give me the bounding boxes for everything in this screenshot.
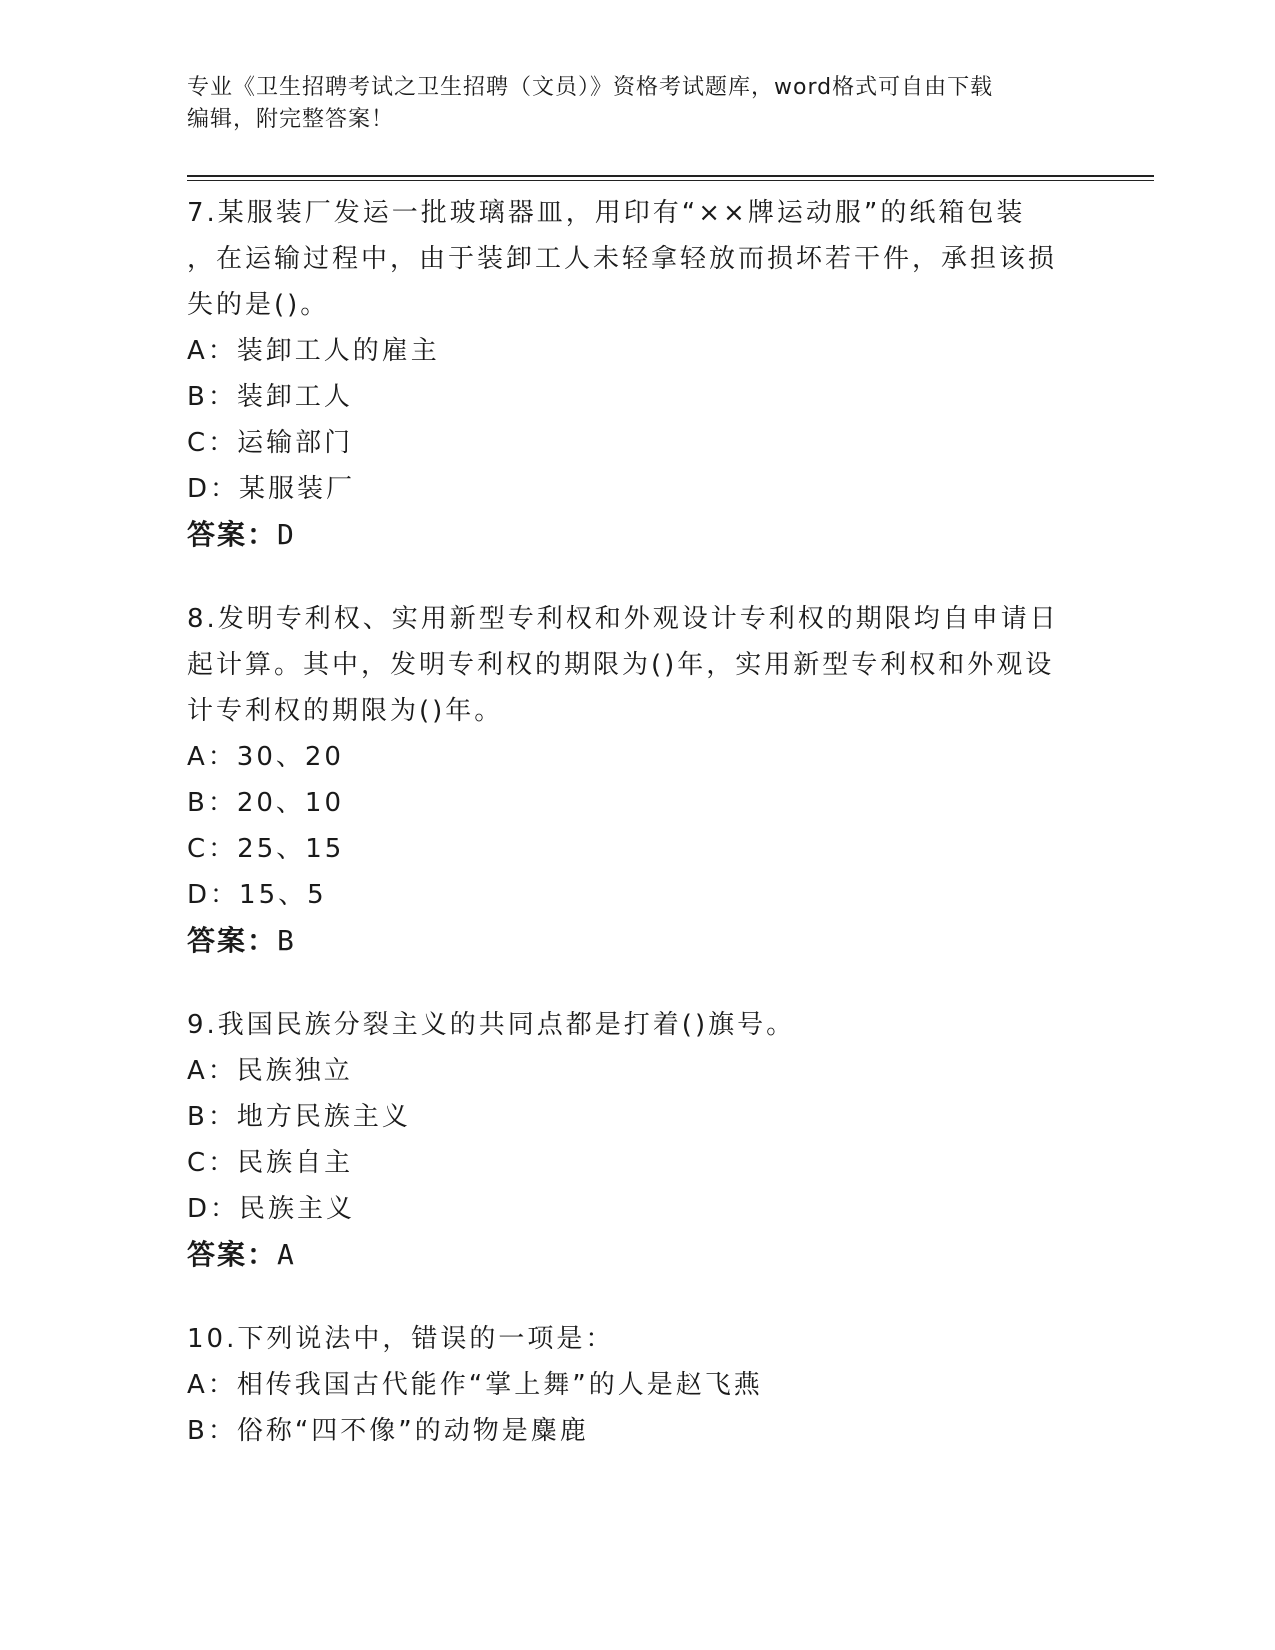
question-stem-line: ，在运输过程中，由于装卸工人未轻拿轻放而损坏若干件，承担该损 [187,244,1058,274]
option-a: A：装卸工人的雇主 [187,336,440,366]
option-d: D：某服装厂 [187,474,356,504]
option-b: B：20、10 [187,788,345,818]
question-stem-line: 7.某服装厂发运一批玻璃器皿，用印有“××牌运动服”的纸箱包装 [187,198,1026,228]
answer-label: 答案： [187,518,278,551]
question-stem-line: 9.我国民族分裂主义的共同点都是打着()旗号。 [187,1010,796,1040]
option-c: C：运输部门 [187,428,354,458]
answer-value: D [277,518,296,551]
question-stem-line: 计专利权的期限为()年。 [187,696,504,726]
option-a: A：民族独立 [187,1056,353,1086]
question-stem-line: 起计算。其中，发明专利权的期限为()年，实用新型专利权和外观设 [187,650,1055,680]
document-header [187,72,1087,136]
answer-label: 答案： [187,924,278,957]
option-b: B：地方民族主义 [187,1102,411,1132]
question-list [187,190,1087,1492]
header-line-1: 专业《卫生招聘考试之卫生招聘（文员）》资格考试题库，word格式可自由下载 [187,75,994,100]
question-stem-line: 10.下列说法中，错误的一项是： [187,1324,615,1354]
question-10 [187,1316,1087,1454]
header-divider-thick [187,175,1154,177]
question-9 [187,1002,1087,1278]
answer-line [187,1232,1087,1278]
header-line-2: 编辑，附完整答案！ [187,107,395,132]
question-stem-line: 8.发明专利权、实用新型专利权和外观设计专利权的期限均自申请日 [187,604,1059,634]
answer-value: A [277,1238,296,1271]
option-d: D：15、5 [187,880,327,910]
option-d: D：民族主义 [187,1194,356,1224]
answer-value: B [277,924,296,957]
option-a: A：相传我国古代能作“掌上舞”的人是赵飞燕 [187,1370,763,1400]
question-7 [187,190,1087,558]
question-8 [187,596,1087,964]
answer-label: 答案： [187,1238,278,1271]
option-c: C：民族自主 [187,1148,354,1178]
option-b: B：俗称“四不像”的动物是麋鹿 [187,1416,589,1446]
answer-line [187,512,1087,558]
option-c: C：25、15 [187,834,345,864]
answer-line [187,918,1087,964]
header-divider-thin [187,180,1154,181]
option-b: B：装卸工人 [187,382,353,412]
option-a: A：30、20 [187,742,344,772]
question-stem-line: 失的是()。 [187,290,330,320]
